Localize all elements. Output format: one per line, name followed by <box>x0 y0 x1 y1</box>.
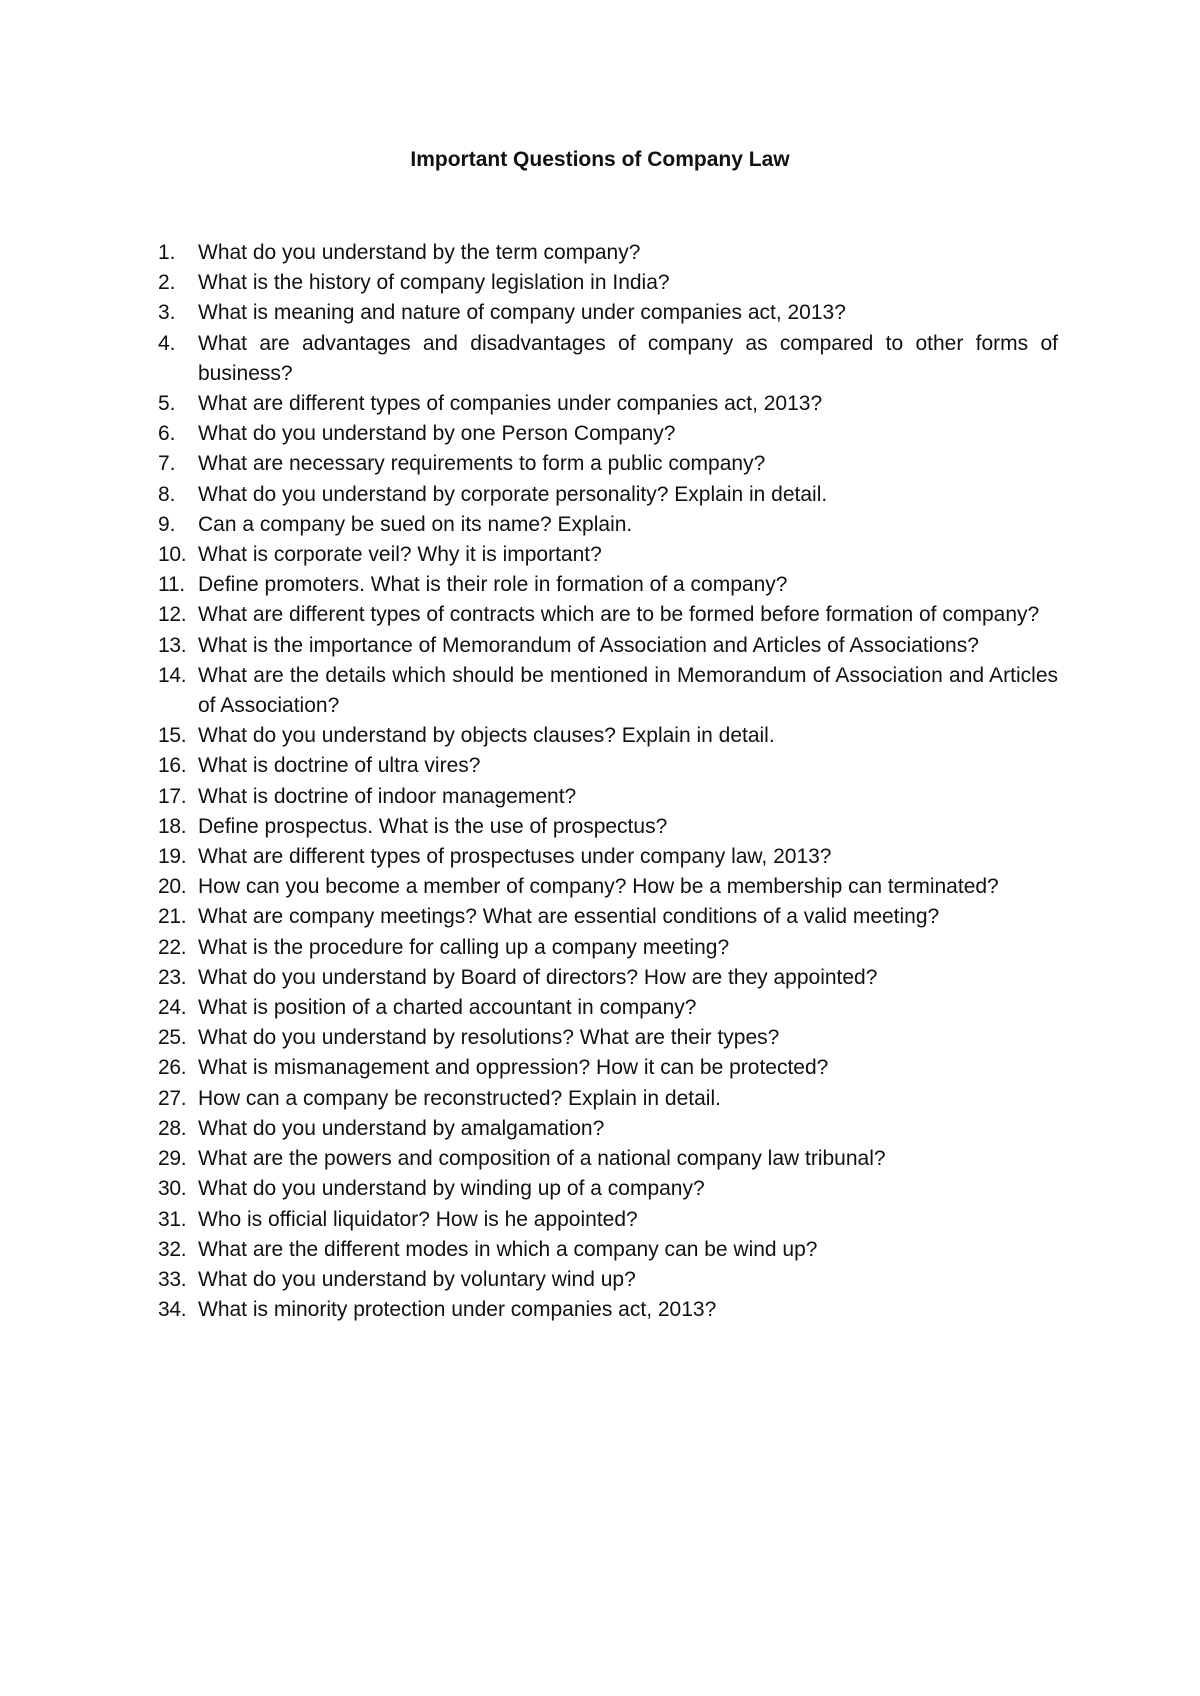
document-title: Important Questions of Company Law <box>410 148 790 171</box>
question-item <box>158 902 1058 932</box>
question-text: What do you understand by the term company? <box>198 241 641 264</box>
question-list <box>158 238 1058 1325</box>
question-number: 18. <box>158 814 187 838</box>
question-text: How can you become a member of company? How be a membership can terminated? <box>198 875 999 899</box>
question-number: 7. <box>158 452 176 476</box>
question-item <box>158 1053 1058 1083</box>
question-text: What are the different modes in which a company can be wind up? <box>198 1237 818 1261</box>
question-item <box>158 1265 1058 1295</box>
question-text: What are advantages and disadvantages of company as compared to other forms of business? <box>198 331 1058 385</box>
question-item <box>158 1205 1058 1235</box>
question-item <box>158 751 1058 781</box>
question-item <box>158 449 1058 479</box>
question-item <box>158 993 1058 1023</box>
question-text: What is mismanagement and oppression? How it can be protected? <box>198 1056 829 1080</box>
question-number: 27. <box>158 1086 187 1110</box>
question-number: 24. <box>158 996 187 1020</box>
question-number: 13. <box>158 633 187 657</box>
question-number: 29. <box>158 1147 187 1171</box>
question-item <box>158 782 1058 812</box>
question-number: 33. <box>158 1267 187 1291</box>
question-text: What is doctrine of ultra vires? <box>198 754 481 778</box>
question-item <box>158 1023 1058 1053</box>
question-item <box>158 872 1058 902</box>
question-number: 34. <box>158 1298 187 1322</box>
question-text: What are the details which should be mentioned in Memorandum of Association and Articles of Association? <box>198 663 1058 718</box>
question-number: 6. <box>158 422 176 446</box>
question-text: Define prospectus. What is the use of prospectus? <box>198 814 668 838</box>
question-item <box>158 661 1058 721</box>
question-number: 14. <box>158 663 187 687</box>
question-item <box>158 389 1058 419</box>
question-item <box>158 1114 1058 1144</box>
question-number: 8. <box>158 482 176 506</box>
question-number: 10. <box>158 543 187 567</box>
question-text: What do you understand by resolutions? What are their types? <box>198 1026 780 1050</box>
question-item <box>158 1084 1058 1114</box>
question-text: What is the importance of Memorandum of Association and Articles of Associations? <box>198 633 979 657</box>
question-number: 22. <box>158 935 187 959</box>
question-item <box>158 570 1058 600</box>
question-text: What is the history of company legislation in India? <box>198 271 670 295</box>
question-number: 12. <box>158 603 187 627</box>
question-item <box>158 933 1058 963</box>
question-number: 26. <box>158 1056 187 1080</box>
question-text: What are the powers and composition of a national company law tribunal? <box>198 1147 886 1171</box>
question-number: 19. <box>158 845 187 869</box>
question-text: What are company meetings? What are essential conditions of a valid meeting? <box>198 905 940 929</box>
question-number: 9. <box>158 512 176 536</box>
question-number: 20. <box>158 875 187 899</box>
question-number: 3. <box>158 301 176 325</box>
question-item <box>158 1144 1058 1174</box>
question-text: What are different types of prospectuses under company law, 2013? <box>198 845 832 869</box>
question-item <box>158 631 1058 661</box>
question-text: What do you understand by amalgamation? <box>198 1116 605 1140</box>
question-text: What do you understand by Board of directors? How are they appointed? <box>198 965 878 989</box>
question-text: What are different types of contracts which are to be formed before formation of company? <box>198 603 1040 627</box>
question-number: 28. <box>158 1116 187 1140</box>
question-text: What do you understand by one Person Company? <box>198 422 676 446</box>
question-text: What is doctrine of indoor management? <box>198 784 577 808</box>
question-item <box>158 812 1058 842</box>
question-text: What do you understand by corporate personality? Explain in detail. <box>198 482 828 506</box>
question-number: 5. <box>158 392 176 416</box>
question-text: What is corporate veil? Why it is important? <box>198 543 602 567</box>
question-number: 17. <box>158 784 187 808</box>
question-text: What do you understand by voluntary wind up? <box>198 1267 636 1291</box>
question-item <box>158 1174 1058 1204</box>
question-number: 2. <box>158 271 176 295</box>
question-number: 4. <box>158 331 176 355</box>
question-text: What are necessary requirements to form a public company? <box>198 452 766 476</box>
question-item <box>158 1235 1058 1265</box>
question-text: What is meaning and nature of company under companies act, 2013? <box>198 301 846 325</box>
question-text: Who is official liquidator? How is he appointed? <box>198 1207 638 1231</box>
question-text: What do you understand by objects clauses? Explain in detail. <box>198 724 775 748</box>
question-number: 16. <box>158 754 187 778</box>
question-item <box>158 842 1058 872</box>
question-number: 1. <box>158 241 176 264</box>
question-text: How can a company be reconstructed? Explain in detail. <box>198 1086 721 1110</box>
question-item <box>158 329 1058 389</box>
question-text: What is minority protection under companies act, 2013? <box>198 1298 717 1322</box>
question-item <box>158 600 1058 630</box>
question-item <box>158 480 1058 510</box>
question-item <box>158 298 1058 328</box>
question-text: Define promoters. What is their role in formation of a company? <box>198 573 788 597</box>
question-number: 32. <box>158 1237 187 1261</box>
question-number: 11. <box>158 573 185 597</box>
question-number: 21. <box>158 905 187 929</box>
question-text: Can a company be sued on its name? Explain. <box>198 512 633 536</box>
question-number: 31. <box>158 1207 187 1231</box>
question-item <box>158 1295 1058 1325</box>
question-number: 23. <box>158 965 187 989</box>
question-text: What is the procedure for calling up a company meeting? <box>198 935 730 959</box>
question-item <box>158 238 1058 268</box>
question-text: What are different types of companies under companies act, 2013? <box>198 392 823 416</box>
question-item <box>158 510 1058 540</box>
question-number: 15. <box>158 724 187 748</box>
question-number: 25. <box>158 1026 187 1050</box>
question-text: What is position of a charted accountant in company? <box>198 996 697 1020</box>
question-text: What do you understand by winding up of a company? <box>198 1177 705 1201</box>
question-item <box>158 540 1058 570</box>
question-item <box>158 963 1058 993</box>
question-item <box>158 419 1058 449</box>
question-item <box>158 268 1058 298</box>
question-number: 30. <box>158 1177 187 1201</box>
question-item <box>158 721 1058 751</box>
